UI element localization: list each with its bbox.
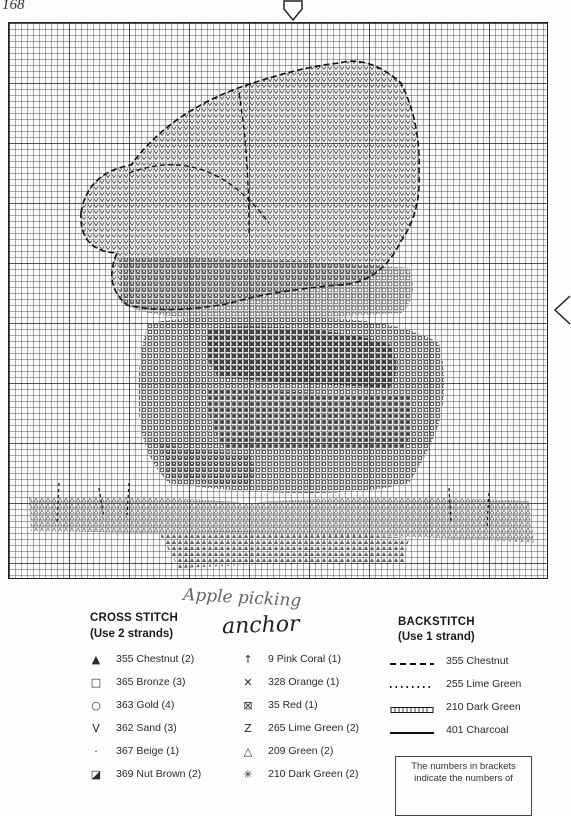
cross-stitch-subheading: (Use 2 strands) <box>90 628 174 640</box>
backstitch-subheading: (Use 1 strand) <box>398 631 475 643</box>
cross-stitch-chart <box>8 22 548 579</box>
backstitch-item <box>390 700 521 714</box>
cross-stitch-item <box>240 698 318 712</box>
outline-triangle-icon: △ <box>243 744 253 758</box>
cross-stitch-label: 365 Bronze (3) <box>116 676 186 688</box>
backstitch-item <box>390 677 521 691</box>
half-square-icon: ◪ <box>90 767 102 781</box>
filled-triangle-icon: ▲ <box>91 652 101 666</box>
cross-stitch-label: 210 Dark Green (2) <box>268 768 359 780</box>
dot-icon: · <box>94 744 98 758</box>
cross-stitch-item <box>88 698 174 712</box>
cross-stitch-item <box>88 767 201 781</box>
cross-stitch-label: 209 Green (2) <box>268 745 334 757</box>
cross-stitch-label: 355 Chestnut (2) <box>116 653 195 665</box>
handwritten-brand: anchor <box>221 611 300 640</box>
cross-stitch-item <box>240 675 339 689</box>
backstitch-item <box>390 654 508 668</box>
boxed-x-icon: ⊠ <box>243 698 253 712</box>
backstitch-label: 401 Charcoal <box>446 724 509 736</box>
cross-stitch-label: 362 Sand (3) <box>116 722 177 734</box>
z-icon: Z <box>244 721 252 735</box>
cross-stitch-item <box>88 652 194 666</box>
note-box <box>395 756 532 816</box>
cross-stitch-label: 367 Beige (1) <box>116 745 180 757</box>
cross-stitch-item <box>240 721 359 735</box>
cross-stitch-item <box>88 721 177 735</box>
handwritten-title: Apple picking <box>182 584 302 612</box>
circle-icon: ○ <box>91 698 101 712</box>
solid-line-icon <box>390 727 434 733</box>
cross-stitch-item <box>240 652 341 666</box>
dotted-line-icon <box>390 681 434 687</box>
apple-motif <box>9 23 549 580</box>
cross-stitch-label: 369 Nut Brown (2) <box>116 768 202 780</box>
arrow-up-icon: ↑ <box>243 652 253 666</box>
cross-stitch-item <box>88 744 179 758</box>
cross-icon: ✕ <box>243 675 253 689</box>
cross-stitch-label: 363 Gold (4) <box>116 699 175 711</box>
dashed-line-icon <box>390 658 434 664</box>
asterisk-icon: ✳ <box>243 767 253 781</box>
backstitch-label: 210 Dark Green <box>446 701 521 713</box>
backstitch-heading: BACKSTITCH <box>398 616 475 628</box>
cross-stitch-label: 265 Lime Green (2) <box>268 722 360 734</box>
note-text: The numbers in brackets indicate the numbers of <box>411 761 516 784</box>
square-icon: □ <box>90 675 102 689</box>
cross-stitch-label: 9 Pink Coral (1) <box>268 653 341 665</box>
cross-stitch-label: 35 Red (1) <box>268 699 318 711</box>
backstitch-item <box>390 723 508 737</box>
chain-line-icon <box>390 704 434 710</box>
center-arrow-top-icon <box>280 0 306 22</box>
backstitch-label: 255 Lime Green <box>446 678 522 690</box>
backstitch-label: 355 Chestnut <box>446 655 509 667</box>
cross-stitch-item <box>240 767 358 781</box>
cross-stitch-heading: CROSS STITCH <box>90 612 179 624</box>
page-number: 168 <box>2 0 25 13</box>
cross-stitch-item <box>88 675 185 689</box>
cross-stitch-item <box>240 744 333 758</box>
cross-stitch-label: 328 Orange (1) <box>268 676 340 688</box>
v-icon: V <box>92 721 100 735</box>
center-arrow-side-icon <box>552 294 571 326</box>
